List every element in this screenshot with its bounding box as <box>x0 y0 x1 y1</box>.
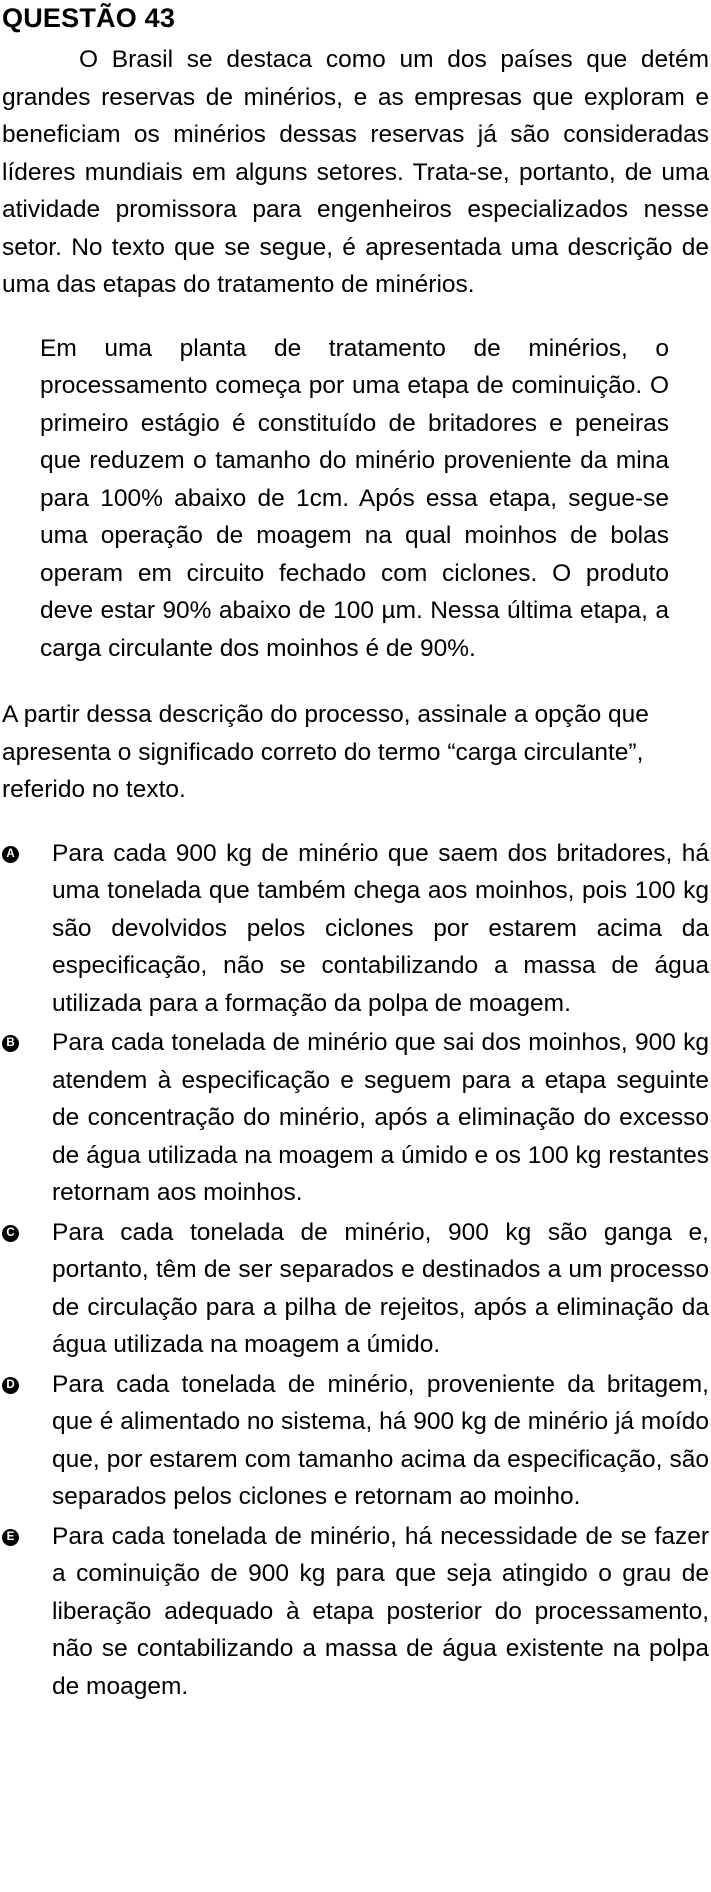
option-letter-badge: D <box>2 1377 19 1394</box>
option-b[interactable] <box>2 1024 709 1212</box>
question-title: QUESTÃO 43 <box>2 3 176 33</box>
option-letter-badge: B <box>2 1035 19 1052</box>
option-c[interactable] <box>2 1214 709 1364</box>
question-page <box>0 2 711 1892</box>
quoted-text: Em uma planta de tratamento de minérios, o processamento começa por uma etapa de cominuição. O primeiro estágio é constituído de britadores e peneiras que reduzem o tamanho do minério proveniente da mina para 100% abaixo de 1cm. Após essa etapa, segue-se uma operação de moagem na qual moinhos de bolas operam em circuito fechado com ciclones. O produto deve estar 90% abaixo de 100 µm. Nessa última etapa, a carga circulante dos moinhos é de 90%. <box>40 334 669 662</box>
option-d[interactable] <box>2 1366 709 1516</box>
option-a[interactable] <box>2 835 709 1023</box>
option-text: Para cada tonelada de minério que sai dos moinhos, 900 kg atendem à especificação e seguem para a etapa seguinte de concentração do minério, após a eliminação do excesso de água utilizada na moagem a úmido e os 100 kg restantes retornam aos moinhos. <box>52 1029 709 1206</box>
option-letter-badge: C <box>2 1225 19 1242</box>
option-text: Para cada tonelada de minério, há necessidade de se fazer a cominuição de 900 kg para que seja atingido o grau de liberação adequado à etapa posterior do processamento, não se contabilizando a massa de água existente na polpa de moagem. <box>52 1522 709 1700</box>
intro-paragraph: O Brasil se destaca como um dos países que detém grandes reservas de minérios, e as empresas que exploram e beneficiam os minérios dessas reservas já são consideradas líderes mundiais em alguns setores. Trata-se, portanto, de uma atividade promissora para engenheiros especializados nesse setor. No texto que se segue, é apresentada uma descrição de uma das etapas do tratamento de minérios. <box>2 46 709 298</box>
option-letter-badge: E <box>2 1529 19 1546</box>
option-text: Para cada tonelada de minério, 900 kg são ganga e, portanto, têm de ser separados e destinados a um processo de circulação para a pilha de rejeitos, após a eliminação da água utilizada na moagem a úmido. <box>52 1218 709 1358</box>
option-e[interactable] <box>2 1518 709 1706</box>
option-text: Para cada 900 kg de minério que saem dos britadores, há uma tonelada que também chega aos moinhos, pois 100 kg são devolvidos pelos ciclones por estarem acima da especificação, não se contabilizando a massa de água utilizada para a formação da polpa de moagem. <box>52 839 709 1017</box>
option-text: Para cada tonelada de minério, proveniente da britagem, que é alimentado no sistema, há 900 kg de minério já moído que, por estarem com tamanho acima da especificação, são separados pelos ciclones e retornam ao moinho. <box>52 1370 709 1510</box>
question-command: A partir dessa descrição do processo, assinale a opção que apresenta o significado correto do termo “carga circulante”, referido no texto. <box>2 701 649 803</box>
option-letter-badge: A <box>2 846 19 863</box>
answer-options <box>2 835 709 1706</box>
